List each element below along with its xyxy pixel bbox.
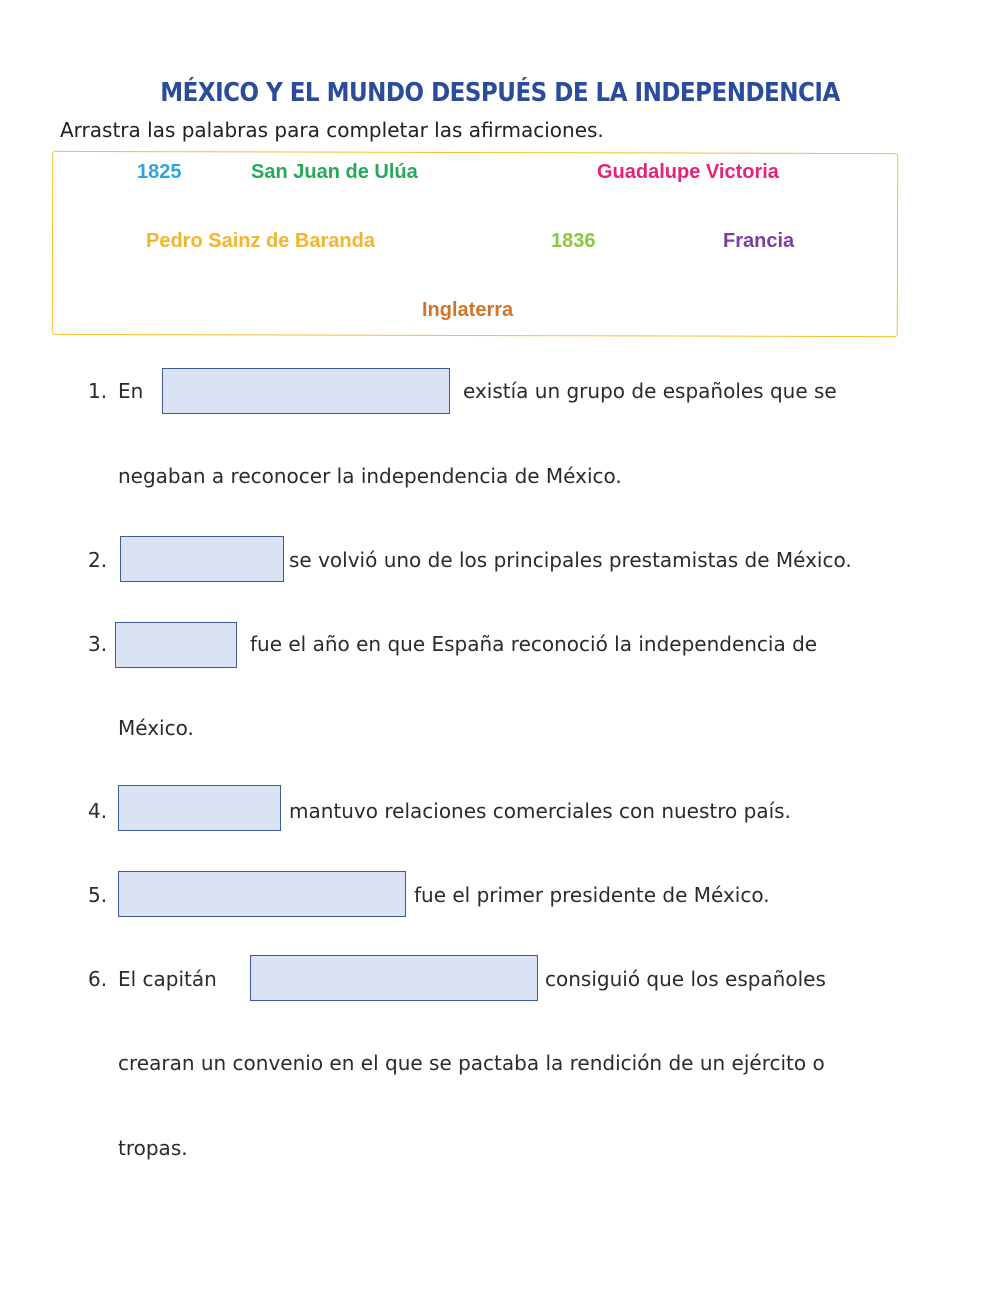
page-title: MÉXICO Y EL MUNDO DESPUÉS DE LA INDEPENDENCIA bbox=[160, 78, 840, 108]
drop-zone-6[interactable] bbox=[250, 955, 538, 1001]
statement-2-number: 2. bbox=[88, 548, 108, 572]
word-1825[interactable]: 1825 bbox=[137, 161, 182, 183]
statement-3-after: fue el año en que España reconoció la independencia de bbox=[250, 632, 818, 656]
statement-6-continuation-1: crearan un convenio en el que se pactaba la rendición de un ejército o bbox=[118, 1051, 825, 1075]
statement-6-before: El capitán bbox=[118, 967, 217, 991]
statement-1-after: existía un grupo de españoles que se bbox=[463, 379, 837, 403]
drop-zone-5[interactable] bbox=[118, 871, 406, 917]
statement-1-before: En bbox=[118, 379, 144, 403]
drop-zone-4[interactable] bbox=[118, 785, 281, 831]
statement-5-after: fue el primer presidente de México. bbox=[414, 883, 770, 907]
statement-6-continuation-2: tropas. bbox=[118, 1136, 188, 1160]
word-inglaterra[interactable]: Inglaterra bbox=[422, 299, 514, 321]
word-san-juan-de-ulua[interactable]: San Juan de Ulúa bbox=[251, 161, 418, 183]
word-francia[interactable]: Francia bbox=[723, 230, 795, 252]
drop-zone-2[interactable] bbox=[120, 536, 284, 582]
word-1836[interactable]: 1836 bbox=[551, 230, 596, 252]
statement-4-after: mantuvo relaciones comerciales con nuestro país. bbox=[289, 799, 791, 823]
drop-zone-3[interactable] bbox=[115, 622, 237, 668]
statement-1-continuation: negaban a reconocer la independencia de México. bbox=[118, 464, 622, 488]
statement-2-after: se volvió uno de los principales prestamistas de México. bbox=[289, 548, 852, 572]
statement-4-number: 4. bbox=[88, 799, 108, 823]
drop-zone-1[interactable] bbox=[162, 368, 450, 414]
statement-1-number: 1. bbox=[88, 379, 108, 403]
statement-6-number: 6. bbox=[88, 967, 108, 991]
word-guadalupe-victoria[interactable]: Guadalupe Victoria bbox=[597, 161, 779, 183]
statement-3-continuation: México. bbox=[118, 716, 194, 740]
statement-3-number: 3. bbox=[88, 632, 108, 656]
statement-5-number: 5. bbox=[88, 883, 108, 907]
statement-6-after: consiguió que los españoles bbox=[545, 967, 826, 991]
instruction-text: Arrastra las palabras para completar las afirmaciones. bbox=[60, 118, 604, 142]
word-pedro-sainz-de-baranda[interactable]: Pedro Sainz de Baranda bbox=[146, 230, 375, 252]
